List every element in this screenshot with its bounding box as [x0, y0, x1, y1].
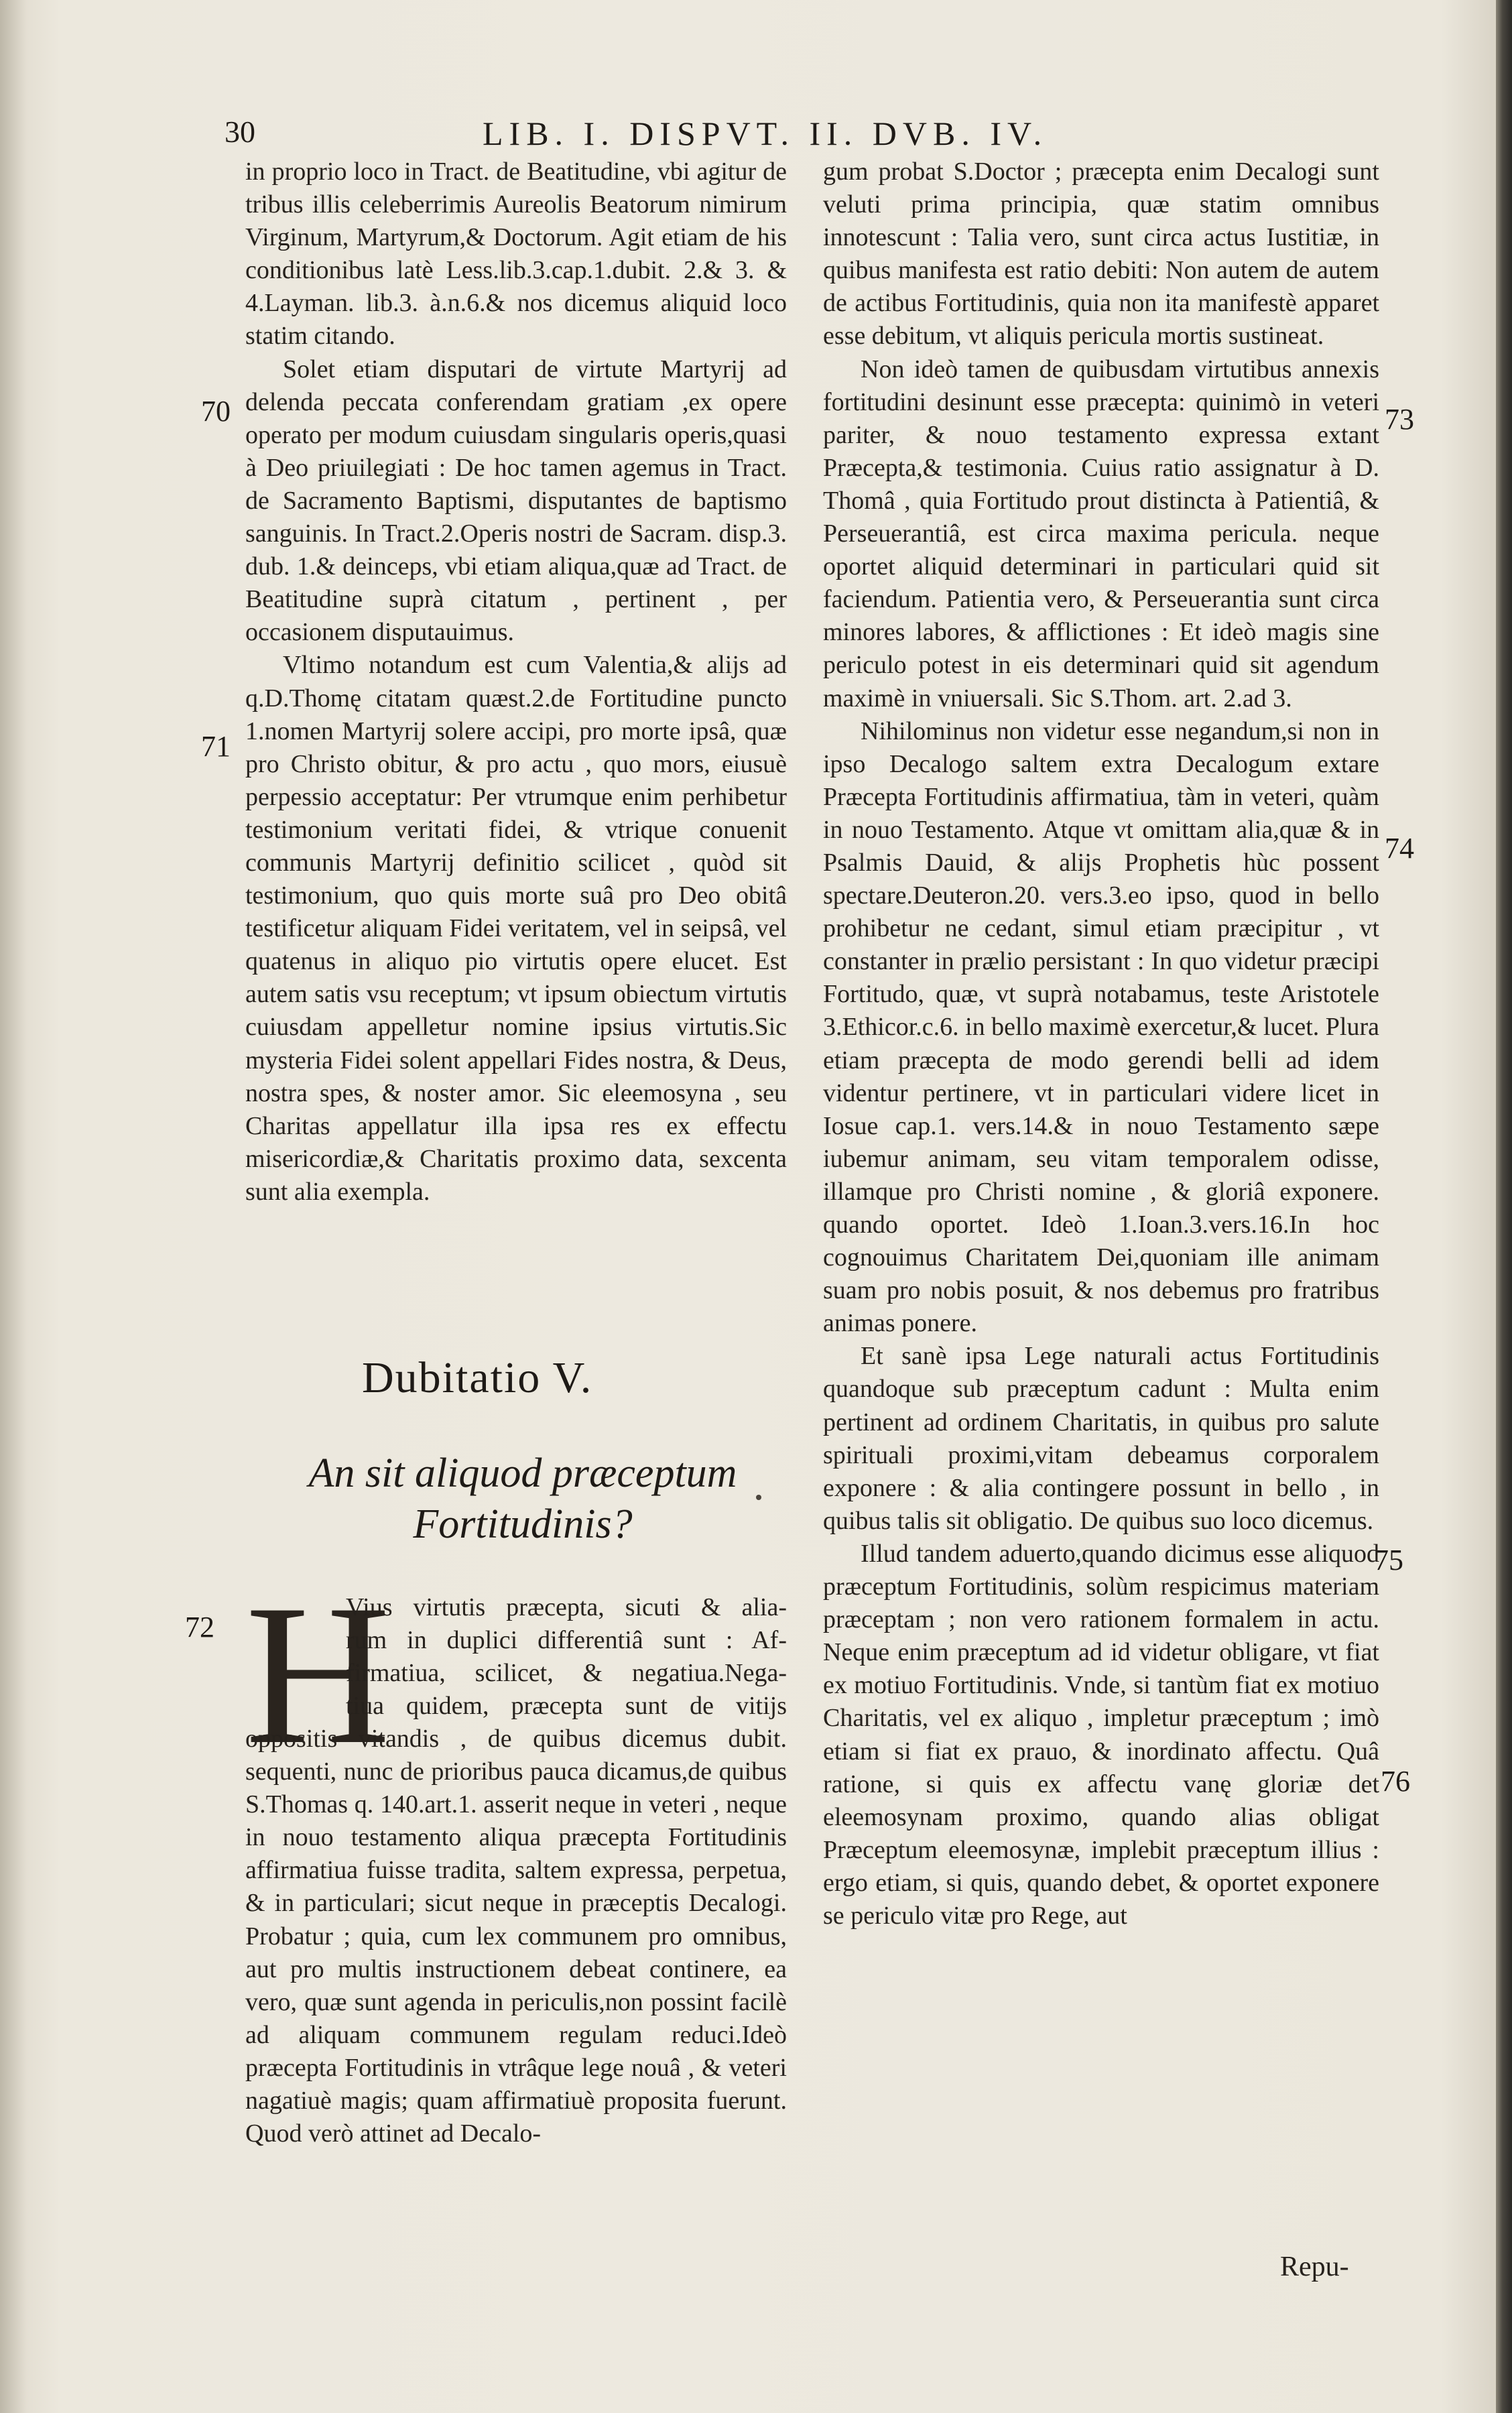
- folio-number: 30: [225, 115, 255, 149]
- right-column: [823, 156, 1379, 1932]
- paragraph-76: Illud tandem aduerto,quando dicimus esse aliquod præceptum Fortitudinis, solùm respicimus materiam præceptam ; non vero rationem formalem in actu. Neque enim præceptum ad id videtur obligare, vt fiat ex motiuo Fortitudinis. Vnde, si tantùm fiat ex motiuo Charitatis, vel ex aliquo , impletur præceptum ; imò etiam si fiat ex prauo, & inordinato affectu. Quâ ratione, si quis ex affectu vanę gloriæ det eleemosynam proximo, quando alias obligat Præceptum eleemosynæ, implebit præceptum illius : ergo etiam, si quis, quando debet, & oportet exponere se periculo vitæ pro Rege, aut: [823, 1539, 1379, 1930]
- margin-number-75: 75: [1374, 1544, 1403, 1576]
- paragraph-72-line-3: firmatiua, scilicet, & negatiua.Nega-: [346, 1659, 787, 1687]
- decorative-dot: [756, 1495, 761, 1500]
- margin-number-71: 71: [201, 730, 231, 763]
- left-paragraph-continuation: in proprio loco in Tract. de Beatitudine, vbi agitur de tribus illis celeberrimis Aureolis Beatorum nimirum Virginum, Martyrum,& Doctorum. Agit etiam de his conditionibus latè Less.lib.3.cap.1.dubit. 2.& 3. & 4.Layman. lib.3. à.n.6.& nos dicemus aliquid loco statim citando.: [245, 158, 787, 351]
- margin-number-70: 70: [201, 395, 231, 428]
- paragraph-72-line-4: tiua quidem, præcepta sunt de vitijs: [346, 1692, 787, 1720]
- running-head: LIB. I. DISPVT. II. DVB. IV.: [483, 115, 1048, 152]
- left-column: [245, 156, 787, 1209]
- paragraph-72-body: oppositis vitandis , de quibus dicemus dubit. sequenti, nunc de prioribus pauca dicamus,de quibus S.Thomas q. 140.art.1. asserit neque in veteri , neque in nouo testamento aliqua præcepta Fortitudinis affirmatiua fuisse tradita, saltem expressa, perpetua, & in particulari; sicut neque in præceptis Decalogi. Probatur ; quia, cum lex communem pro omnibus, aut pro multis instructionem debeat continere, ea vero, quæ sunt agenda in periculis,non possint facilè ad aliquam communem regulam reduci.Ideò præcepta Fortitudinis in vtrâque lege nouâ , & veteri nagatiuè magis; quam affirmatiuè proposita fuerunt. Quod verò attinet ad Decalo-: [245, 1725, 787, 2148]
- question-title-line-2: Fortitudinis?: [413, 1501, 633, 1547]
- paragraph-72-line-1: Vius virtutis præcepta, sicuti & alia-: [346, 1593, 787, 1621]
- drop-cap-initial: H: [245, 1563, 391, 1786]
- paragraph-74: Nihilominus non videtur esse negandum,si non in ipso Decalogo saltem extra Decalogum extare Præcepta Fortitudinis affirmatiua, tàm in veteri, quàm in nouo Testamento. Atque vt omittam alia,quæ & in Psalmis Dauid, & alijs Prophetis hùc possent spectare.Deuteron.20. vers.3.eo ipso, quod in bello prohibetur ne cedant, simul etiam præcipitur , vt constanter in prælio persistant : In quo videtur præcipi Fortitudo, quæ, vt suprà notabamus, teste Aristotele 3.Ethicor.c.6. in bello maximè exercetur,& lucet. Plura etiam præcepta de modo gerendi belli ad idem videntur pertinere, vt in particulari videre licet in Iosue cap.1. vers.14.& in nouo Testamento sæpe iubemur animam, seu vitam temporalem odisse, illamque pro Christi nomine , & gloriâ exponere. quando oportet. Ideò 1.Ioan.3.vers.16.In hoc cognouimus Charitatem Dei,quoniam ille animam suam pro nobis posuit, & nos debemus pro fratribus animas ponere.: [823, 717, 1379, 1338]
- paragraph-72-line-2: rum in duplici differentiâ sunt : Af-: [346, 1626, 787, 1654]
- right-paragraph-continuation: gum probat S.Doctor ; præcepta enim Decalogi sunt veluti prima principia, quæ statim omnibus innotescunt : Talia vero, sunt circa actus Iustitiæ, in quibus manifesta est ratio debiti: Non autem de autem de actibus Fortitudinis, quia non ita manifestè apparet esse debitum, vt aliquis pericula mortis sustineat.: [823, 158, 1379, 351]
- paragraph-73: Non ideò tamen de quibusdam virtutibus annexis fortitudini desinunt esse præcepta: quinimò in veteri pariter, & nouo testamento expressa extant Præcepta,& testimonia. Cuius ratio assignatur à D. Thomâ , quia Fortitudo prout distincta à Patientiâ, & Perseuerantiâ, est circa maxima pericula. neque oportet aliquid determinari in particulari quid sit faciendum. Patientia vero, & Perseuerantia sunt circa minores labores, & afflictiones : Et ideò magis sine periculo potest in eis determinari quid sit agendum maximè in vniuersali. Sic S.Thom. art. 2.ad 3.: [823, 355, 1379, 713]
- margin-number-76: 76: [1381, 1765, 1410, 1798]
- margin-number-73: 73: [1385, 403, 1414, 436]
- paragraph-75: Et sanè ipsa Lege naturali actus Fortitudinis quandoque sub præceptum cadunt : Multa enim pertinent ad ordinem Charitatis, in quibus pro salute spirituali proximi,vitam debeamus corporalem exponere : & alia contingere possunt in bello , in quibus talis sit obligatio. De quibus suo loco dicemus.: [823, 1342, 1379, 1535]
- margin-number-74: 74: [1385, 832, 1414, 865]
- question-title-line-1: An sit aliquod præceptum: [308, 1450, 737, 1496]
- paragraph-71: Vltimo notandum est cum Valentia,& alijs ad q.D.Thomę citatam quæst.2.de Fortitudine puncto 1.nomen Martyrij solere accipi, pro morte ipsâ, quæ pro Christo obitur, & pro actu , quo mors, eiusuè perpessio acceptatur: Per vtrumque enim perhibetur testimonium veritati fidei, & vtrique conuenit communis Martyrij definitio scilicet , quòd sit testimonium, quo quis morte suâ pro Deo obitâ testificetur aliquam Fidei veritatem, vel in seipsâ, vel quatenus in aliquo pio virtutis opere elucet. Est autem satis vsu receptum; vt ipsum obiectum virtutis cuiusdam appelletur nomine ipsius virtutis.Sic mysteria Fidei solent appellari Fides nostra, & Deus, nostra spes, & noster amor. Sic eleemosyna , seu Charitas appellatur illa ipsa res ex effectu misericordiæ,& Charitatis proximo data, sexcenta sunt alia exempla.: [245, 651, 787, 1206]
- page-edge-shadow: [1496, 0, 1512, 2413]
- section-heading: Dubitatio V.: [362, 1353, 593, 1402]
- catchword: Repu-: [1280, 2251, 1349, 2282]
- paragraph-70: Solet etiam disputari de virtute Martyrij ad delenda peccata conferendam gratiam ,ex opere operato per modum cuiusdam singularis operis,quasi à Deo priuilegiati : De hoc tamen agemus in Tract. de Sacramento Baptismi, disputantes de baptismo sanguinis. In Tract.2.Operis nostri de Sacram. disp.3. dub. 1.& deinceps, vbi etiam aliqua,quæ ad Tract. de Beatitudine suprà citatum , pertinent , per occasionem disputauimus.: [245, 355, 787, 647]
- question-title: [281, 1448, 764, 1550]
- margin-number-72: 72: [185, 1611, 214, 1644]
